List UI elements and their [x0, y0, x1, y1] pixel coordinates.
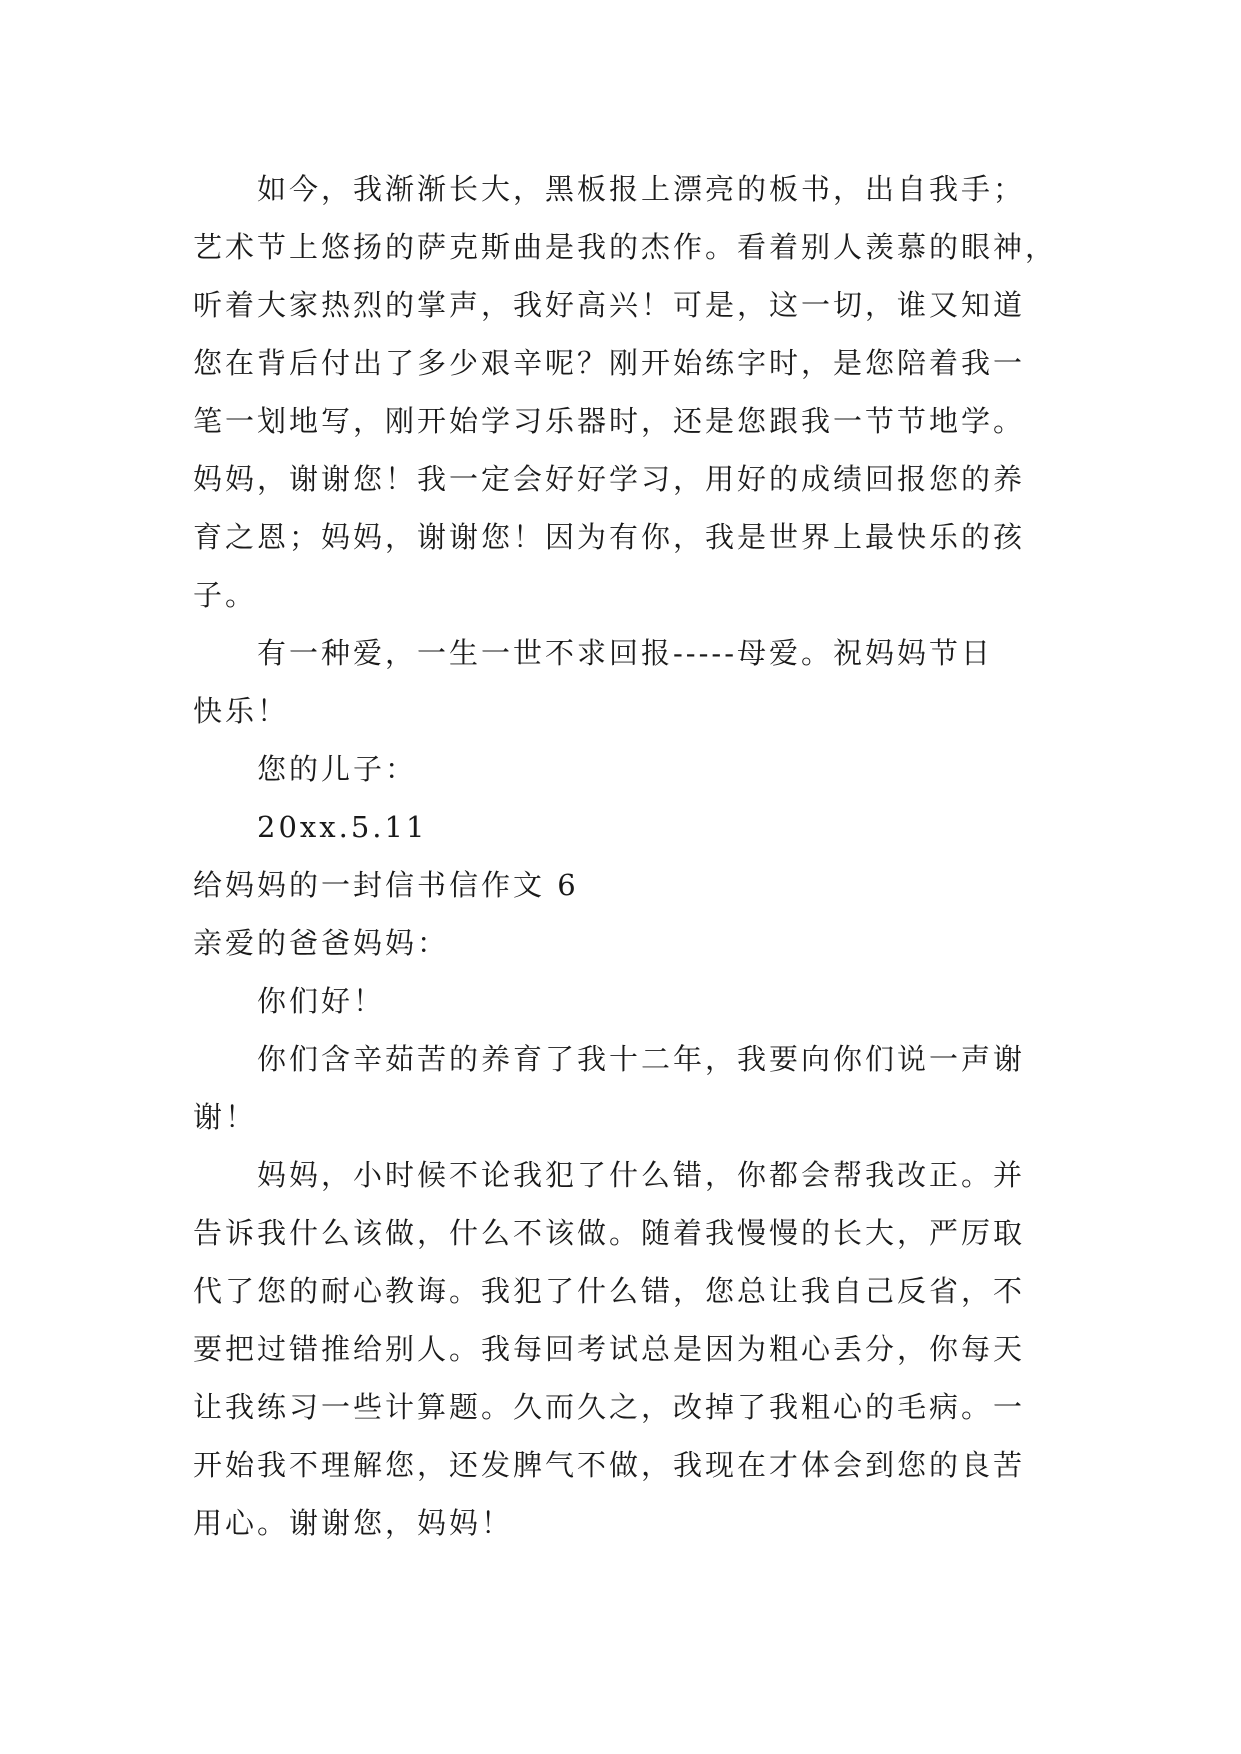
text-line: 让我练习一些计算题。久而久之，改掉了我粗心的毛病。一: [193, 1390, 1026, 1424]
text-line: 代了您的耐心教诲。我犯了什么错，您总让我自己反省，不: [193, 1274, 1026, 1308]
text-line: 妈妈，谢谢您！我一定会好好学习，用好的成绩回报您的养: [193, 462, 1026, 496]
text-line: 开始我不理解您，还发脾气不做，我现在才体会到您的良苦: [193, 1448, 1026, 1482]
text-line: 告诉我什么该做，什么不该做。随着我慢慢的长大，严厉取: [193, 1216, 1026, 1250]
salutation: 亲爱的爸爸妈妈：: [193, 926, 450, 960]
text-line: 笔一划地写，刚开始学习乐器时，还是您跟我一节节地学。: [193, 404, 1026, 438]
text-line: 您在背后付出了多少艰辛呢？刚开始练字时，是您陪着我一: [193, 346, 1026, 380]
text-line: 快乐！: [193, 694, 290, 728]
text-line: 要把过错推给别人。我每回考试总是因为粗心丢分，你每天: [193, 1332, 1026, 1366]
text-line: 妈妈，小时候不论我犯了什么错，你都会帮我改正。并: [257, 1158, 1026, 1192]
signature-line: 您的儿子：: [257, 752, 418, 786]
date-line: 20xx.5.11: [257, 810, 428, 844]
section-heading: 给妈妈的一封信书信作文 6: [193, 868, 579, 902]
text-line: 用心。谢谢您，妈妈！: [193, 1506, 514, 1540]
text-line: 艺术节上悠扬的萨克斯曲是我的杰作。看着别人羡慕的眼神，: [193, 230, 1058, 264]
document-body: [193, 160, 1093, 1552]
text-line: 有一种爱，一生一世不求回报-----母爱。祝妈妈节日: [257, 636, 993, 670]
greeting: 你们好！: [257, 984, 386, 1018]
text-line: 育之恩；妈妈，谢谢您！因为有你，我是世界上最快乐的孩: [193, 520, 1026, 554]
text-line: 子。: [193, 578, 258, 612]
text-line: 你们含辛茹苦的养育了我十二年，我要向你们说一声谢: [257, 1042, 1026, 1076]
text-line: 听着大家热烈的掌声，我好高兴！可是，这一切，谁又知道: [193, 288, 1026, 322]
text-line: 谢！: [193, 1100, 258, 1134]
text-line: 如今，我渐渐长大，黑板报上漂亮的板书，出自我手；: [257, 172, 1026, 206]
